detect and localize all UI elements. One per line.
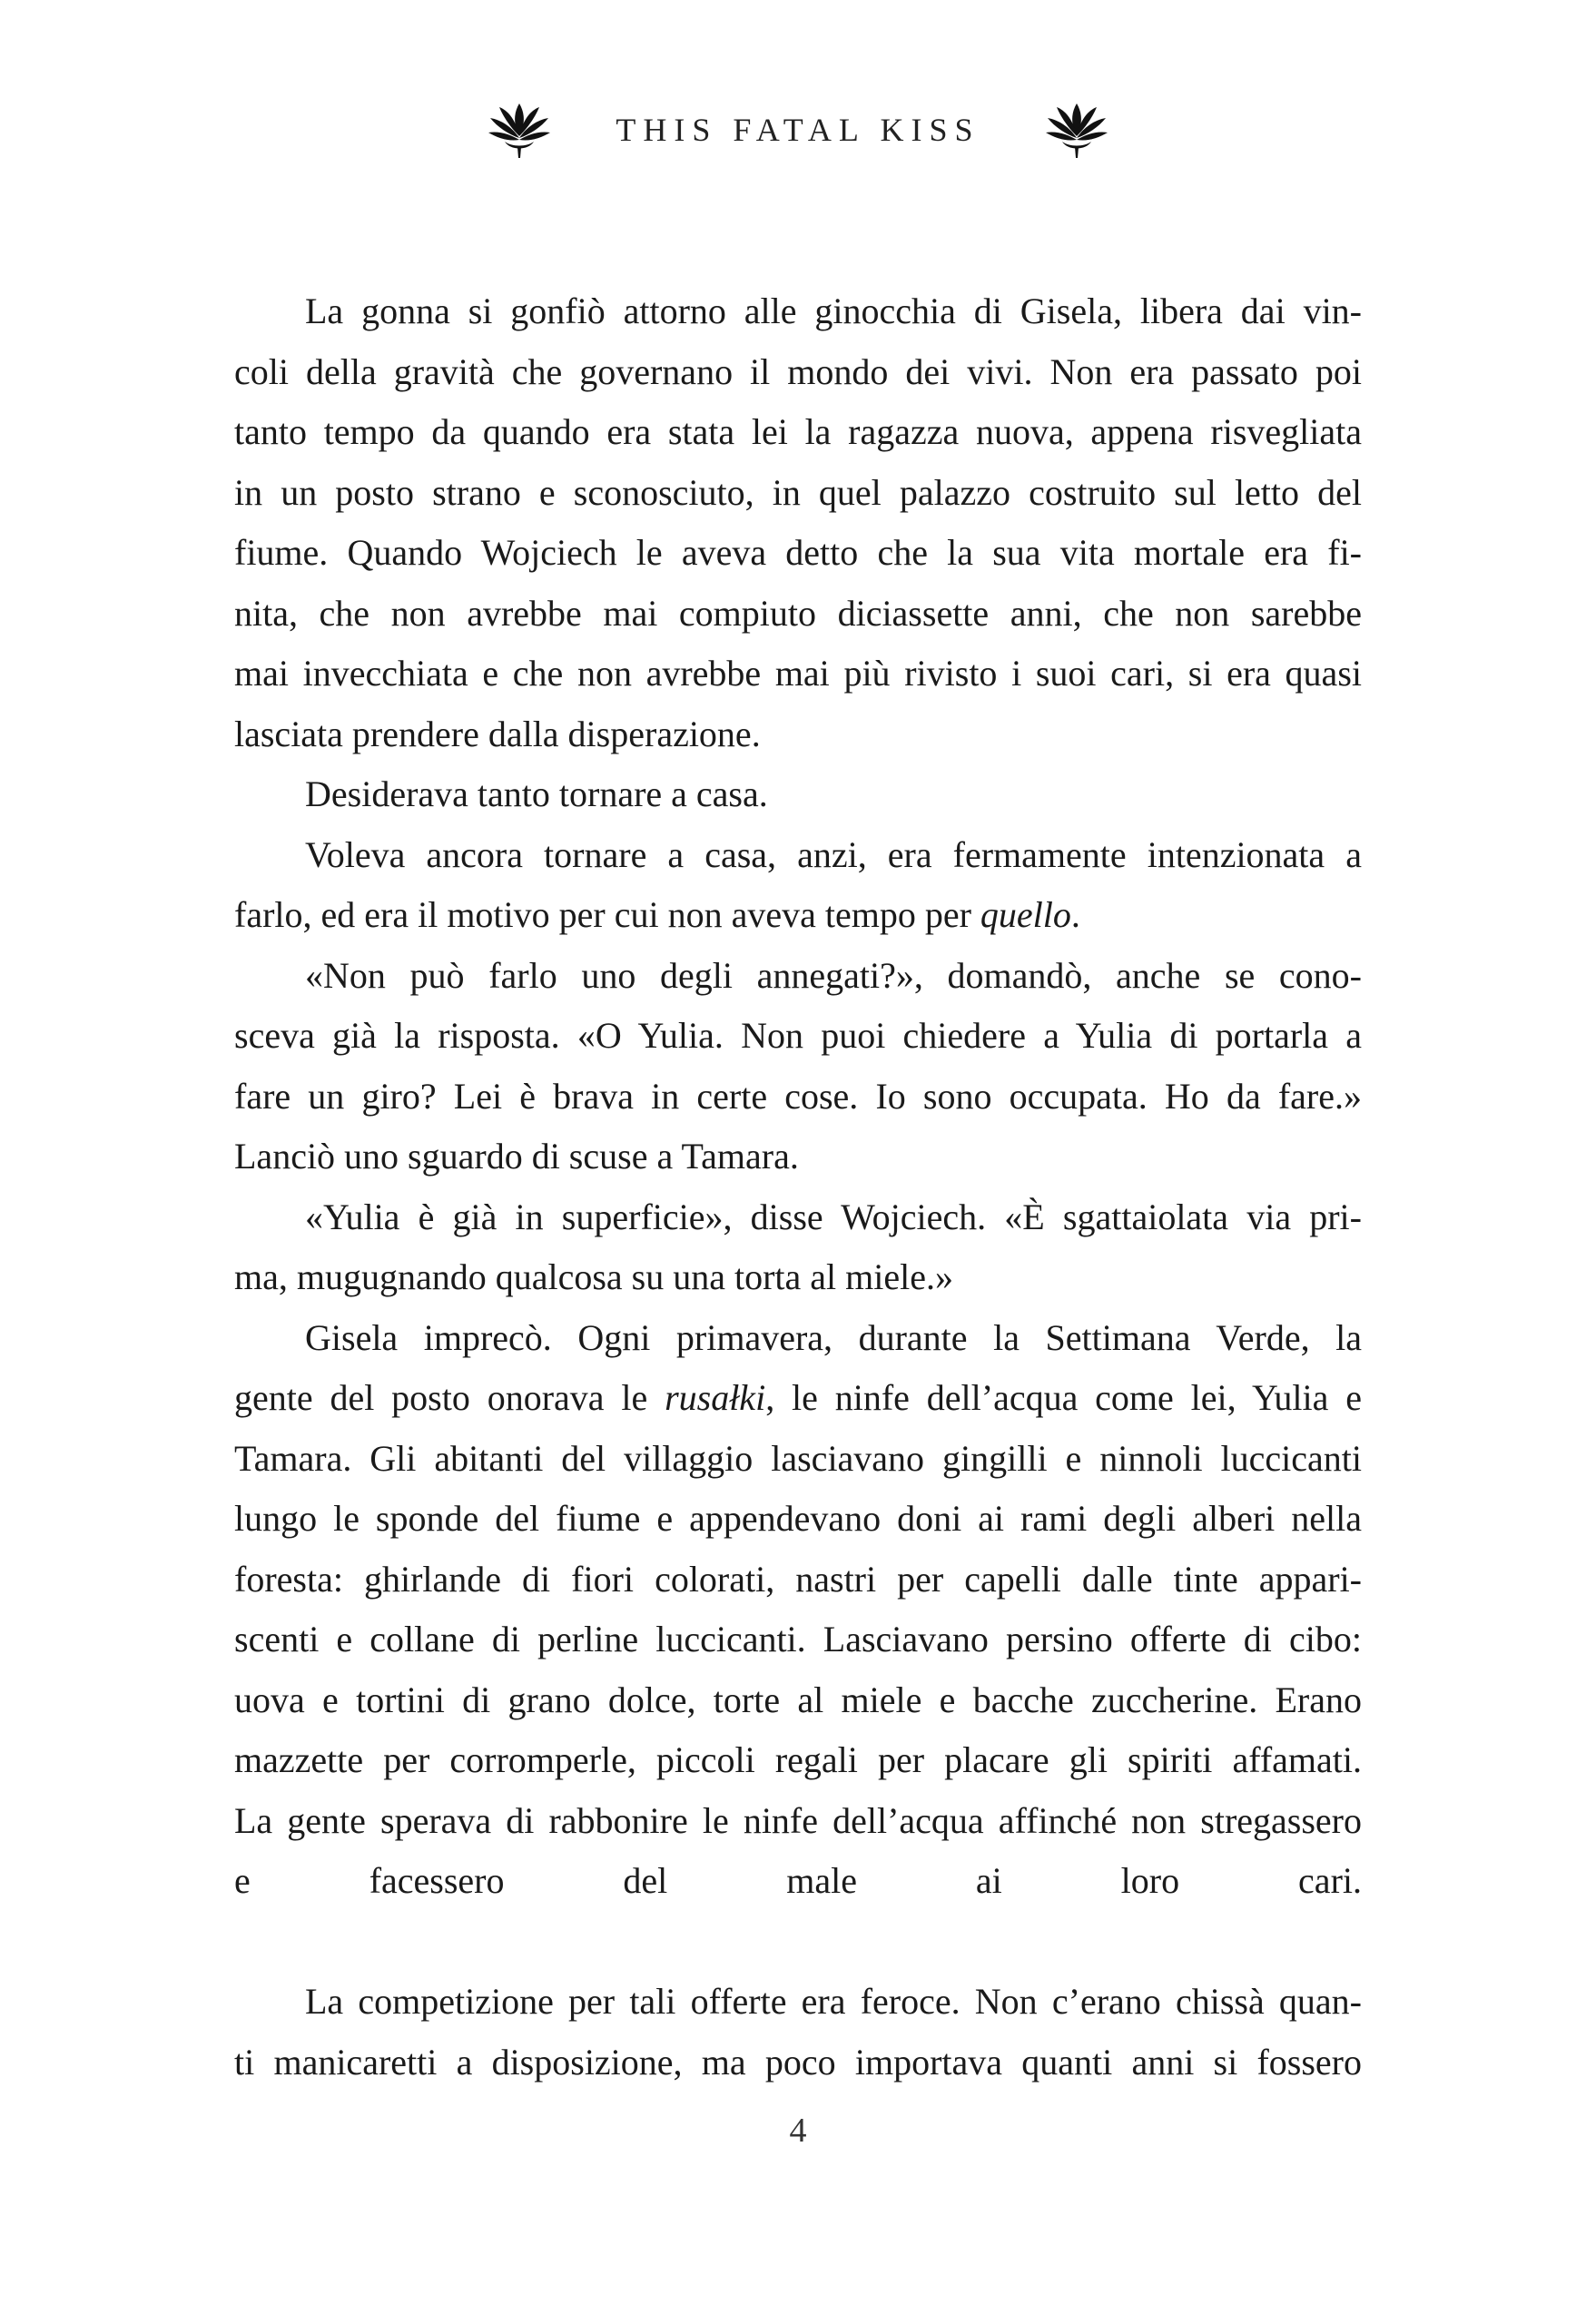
text-line: uova e tortini di grano dolce, torte al miele e bacche zuccherine. Erano [234,1679,1362,1720]
italic-word: quello [980,894,1071,935]
text-line [234,1912,1362,1973]
text-line: Lanciò uno sguardo di scuse a Tamara. [234,1136,799,1177]
text-line: Gisela imprecò. Ogni primavera, durante la Settimana Verde, la [305,1316,1362,1358]
text-line: lasciata prendere dalla disperazione. [234,713,761,754]
text-line: fare un giro? Lei è brava in certe cose. Io sono occupata. Ho da fare.» [234,1075,1362,1117]
text-line: foresta: ghirlande di fiori colorati, nastri per capelli dalle tinte appari- [234,1558,1362,1600]
text-span: , le ninfe dell’acqua come lei, Yulia e [765,1377,1362,1418]
text-line: nita, che non avrebbe mai compiuto diciassette anni, che non sarebbe [234,592,1362,634]
text-line: e facessero del male ai loro cari. [234,1860,1362,1901]
text-line: fiume. Quando Wojciech le aveva detto che la sua vita mortale era fi- [234,532,1362,573]
text-line: «Yulia è già in superficie», disse Wojciech. «È sgattaiolata via pri- [305,1196,1362,1237]
lotus-icon [1044,100,1109,160]
text-line: Voleva ancora tornare a casa, anzi, era fermamente intenzionata a [305,833,1362,875]
text-line: La gente sperava di rabbonire le ninfe dell’acqua affinché non stregassero [234,1799,1362,1841]
page-number: 4 [789,2112,807,2150]
text-line: Tamara. Gli abitanti del villaggio lasciavano gingilli e ninnoli luccicanti [234,1437,1362,1479]
text-line: mai invecchiata e che non avrebbe mai più rivisto i suoi cari, si era quasi [234,653,1362,694]
text-span: gente del posto onorava le [234,1377,665,1418]
italic-word: rusałki [665,1377,766,1418]
text-line: La gonna si gonfiò attorno alle ginocchia di Gisela, libera dai vin- [305,290,1362,331]
text-line [234,1368,1362,1429]
text-line: mazzette per corromperle, piccoli regali per placare gli spiriti affamati. [234,1739,1362,1780]
body-text [234,281,1362,2093]
text-line: lungo le sponde del fiume e appendevano doni ai rami degli alberi nella [234,1498,1362,1539]
text-line: sceva già la risposta. «O Yulia. Non puoi chiedere a Yulia di portarla a [234,1015,1362,1056]
lotus-icon [487,100,552,160]
text-line: Desiderava tanto tornare a casa. [305,773,768,814]
running-head [0,98,1596,162]
text-line: «Non può farlo uno degli annegati?», domandò, anche se cono- [305,954,1362,996]
text-line [234,885,1362,946]
text-line: scenti e collane di perline luccicanti. Lasciavano persino offerte di cibo: [234,1619,1362,1659]
running-head-title: THIS FATAL KISS [616,112,980,148]
text-line: tanto tempo da quando era stata lei la ragazza nuova, appena risvegliata [234,411,1362,452]
text-span: . [1070,894,1080,935]
text-line: ti manicaretti a disposizione, ma poco importava quanti anni si fossero [234,2041,1362,2083]
text-span: farlo, ed era il motivo per cui non aveva tempo per [234,894,980,935]
text-line: in un posto strano e sconosciuto, in quel palazzo costruito sul letto del [234,471,1362,513]
text-line: ma, mugugnando qualcosa su una torta al miele.» [234,1256,954,1297]
text-line: coli della gravità che governano il mondo dei vivi. Non era passato poi [234,350,1362,392]
text-line: La competizione per tali offerte era feroce. Non c’erano chissà quan- [305,1981,1362,2022]
